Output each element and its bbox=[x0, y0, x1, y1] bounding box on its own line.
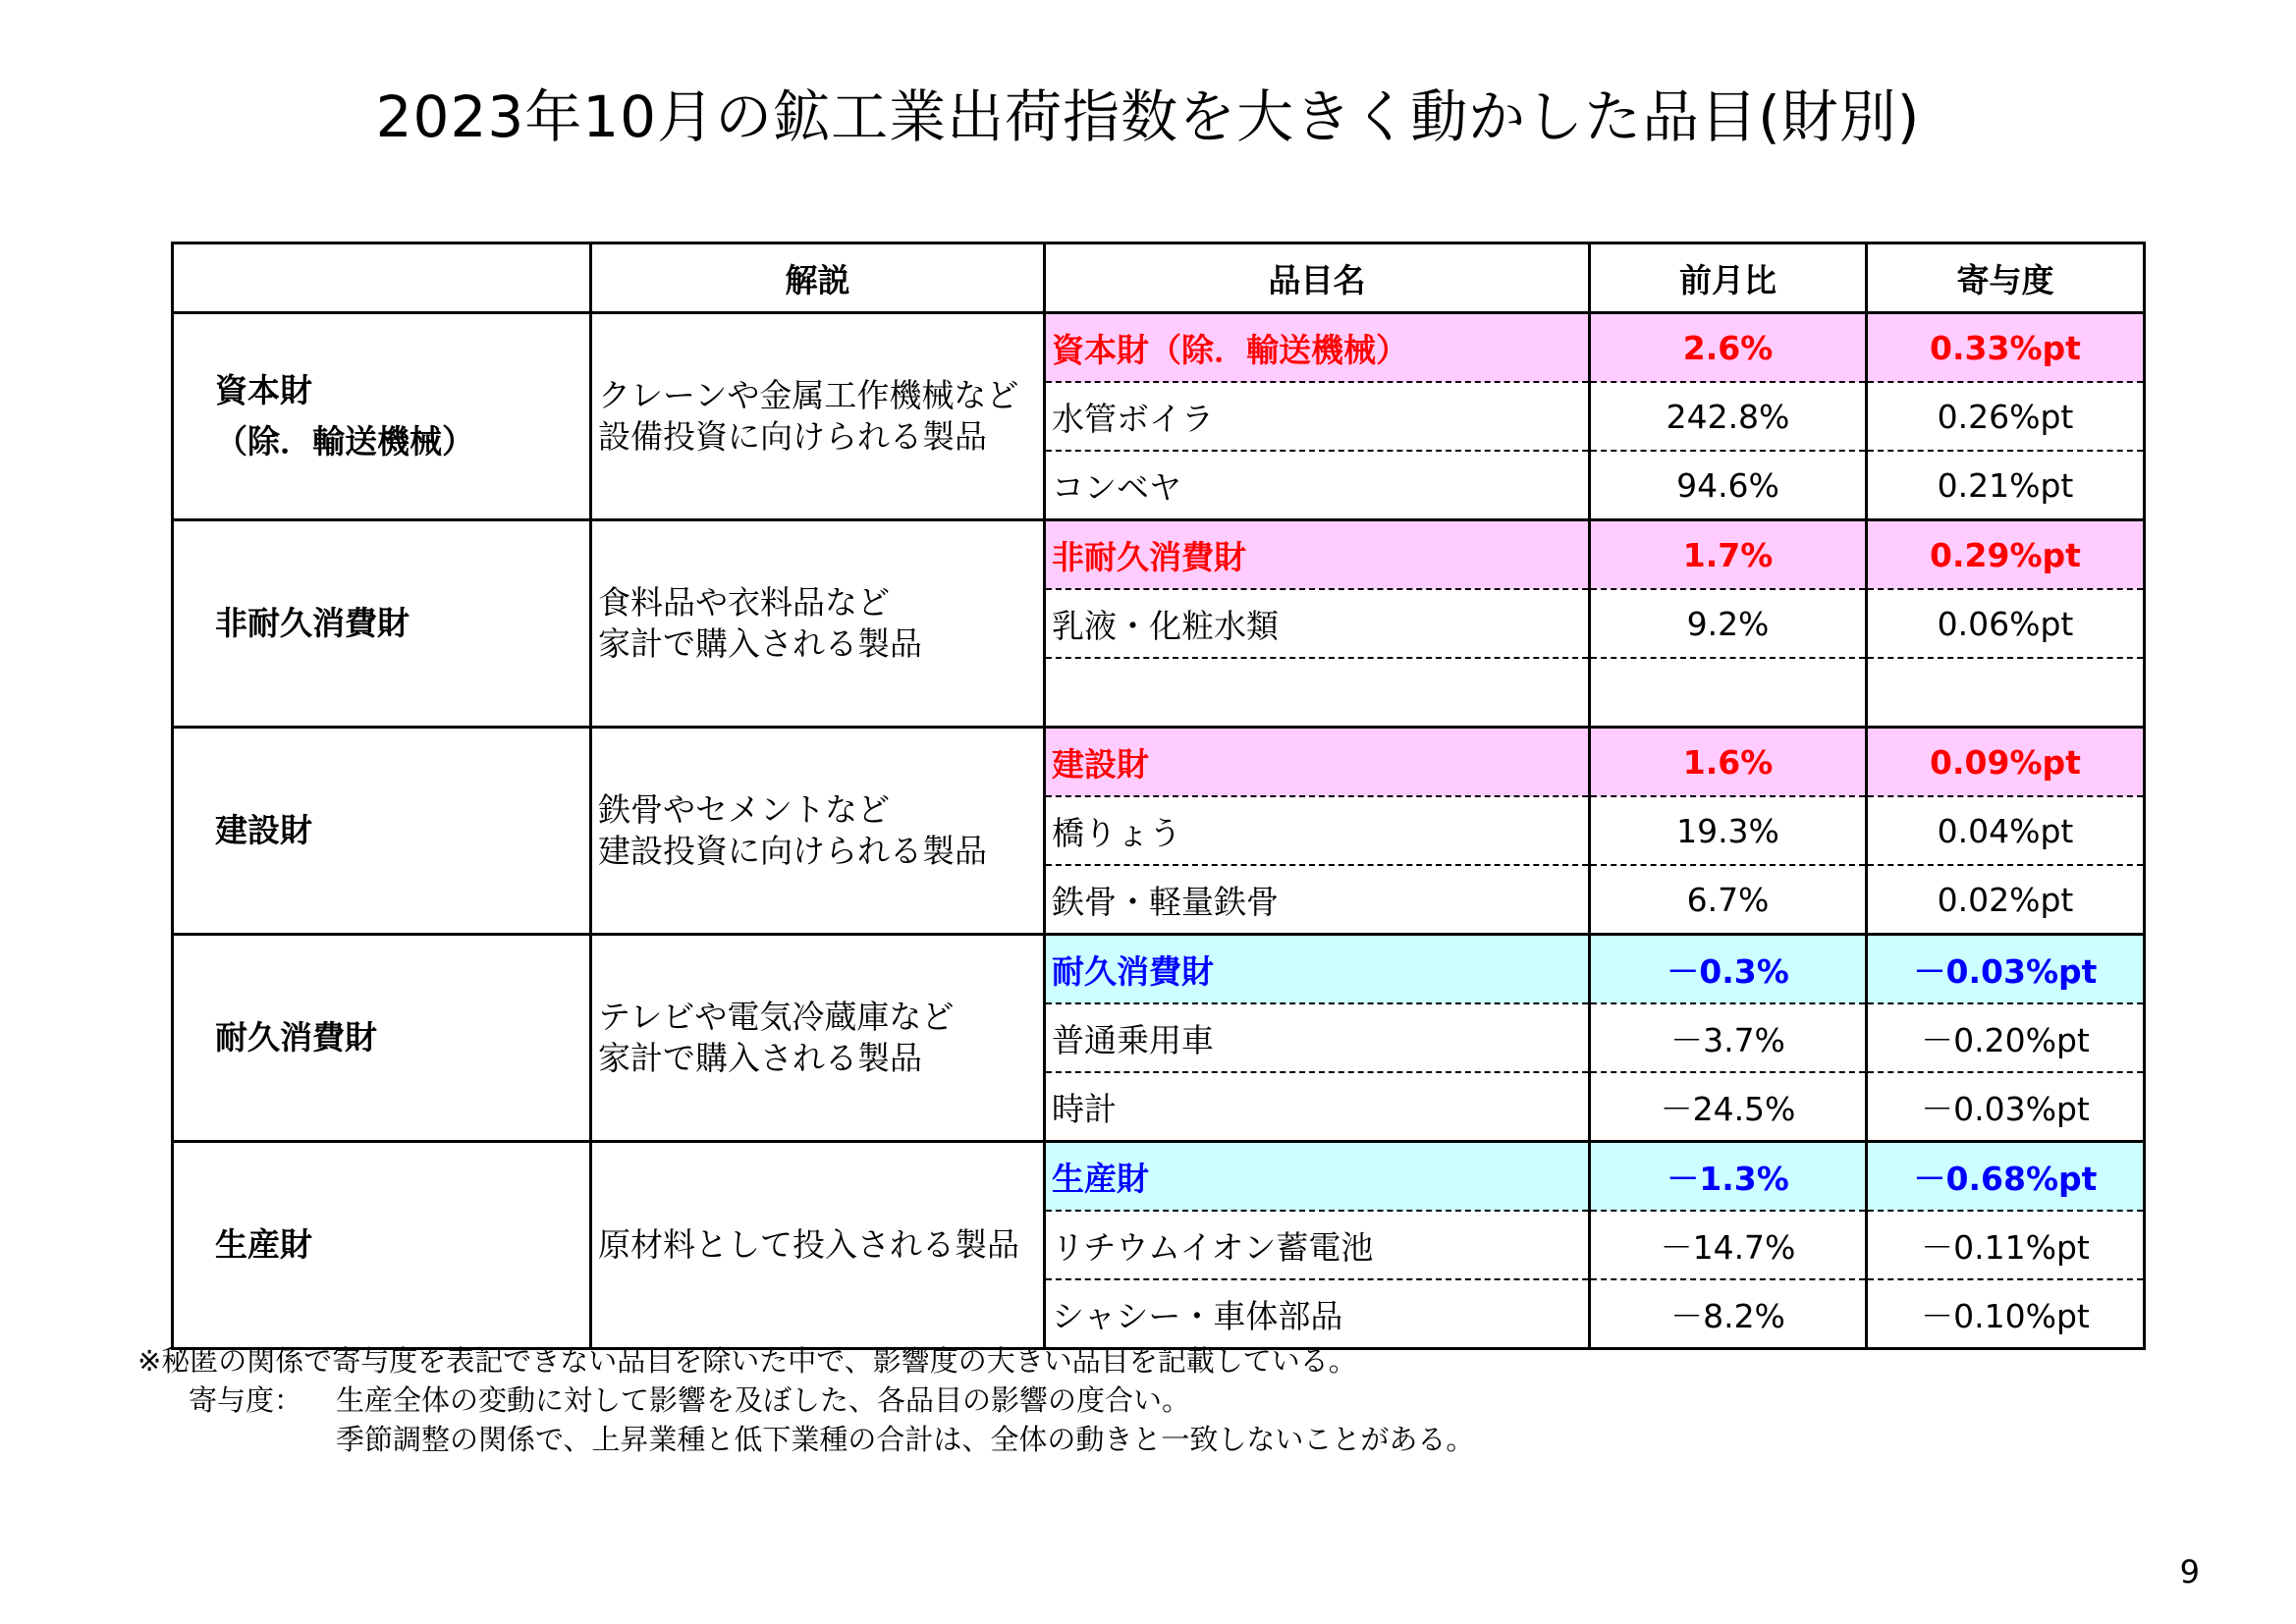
description-line: テレビや電気冷蔵庫など bbox=[598, 998, 955, 1036]
mom-cell: 1.7% bbox=[1590, 520, 1867, 590]
description-line: 原材料として投入される製品 bbox=[598, 1225, 1019, 1264]
contrib-cell: －0.20%pt bbox=[1867, 1003, 2145, 1072]
contrib-cell: －0.11%pt bbox=[1867, 1211, 2145, 1279]
page-title: 2023年10月の鉱工業出荷指数を大きく動かした品目(財別) bbox=[375, 83, 1921, 150]
mom-cell: 1.6% bbox=[1590, 728, 1867, 797]
contrib-cell: 0.21%pt bbox=[1867, 451, 2145, 520]
contrib-cell: 0.06%pt bbox=[1867, 589, 2145, 658]
mom-cell: －3.7% bbox=[1590, 1003, 1867, 1072]
note-line-1: ※秘匿の関係で寄与度を表記できない品目を除いた中で、影響度の大きい品目を記載している。 bbox=[137, 1344, 1357, 1378]
contrib-cell: 0.09%pt bbox=[1867, 728, 2145, 797]
description-line: 家計で購入される製品 bbox=[598, 624, 922, 663]
category-label: （除．輸送機械） bbox=[215, 422, 474, 460]
mom-cell: 242.8% bbox=[1590, 382, 1867, 451]
description-cell bbox=[591, 520, 1045, 728]
contrib-cell: －0.68%pt bbox=[1867, 1142, 2145, 1212]
item-name-cell: 鉄骨・軽量鉄骨 bbox=[1045, 865, 1590, 935]
table-header-row bbox=[173, 244, 2145, 313]
item-name-cell: 生産財 bbox=[1045, 1142, 1590, 1212]
contrib-cell: －0.10%pt bbox=[1867, 1279, 2145, 1349]
contrib-cell: 0.02%pt bbox=[1867, 865, 2145, 935]
category-cell bbox=[173, 728, 591, 935]
item-name-cell: 建設財 bbox=[1045, 728, 1590, 797]
description-cell bbox=[591, 313, 1045, 520]
mom-cell: －8.2% bbox=[1590, 1279, 1867, 1349]
mom-cell: －1.3% bbox=[1590, 1142, 1867, 1212]
mom-cell: －14.7% bbox=[1590, 1211, 1867, 1279]
category-cell bbox=[173, 1142, 591, 1349]
description-line: 設備投資に向けられる製品 bbox=[598, 417, 987, 456]
table-row bbox=[173, 728, 2145, 797]
category-label: 非耐久消費財 bbox=[215, 604, 410, 642]
mom-cell: －0.3% bbox=[1590, 935, 1867, 1004]
category-cell bbox=[173, 520, 591, 728]
description-cell bbox=[591, 728, 1045, 935]
contrib-cell: －0.03%pt bbox=[1867, 935, 2145, 1004]
mom-cell: 19.3% bbox=[1590, 796, 1867, 865]
description-line: 食料品や衣料品など bbox=[598, 583, 890, 622]
item-name-cell: 非耐久消費財 bbox=[1045, 520, 1590, 590]
item-name-cell bbox=[1045, 658, 1590, 728]
item-name-cell: コンベヤ bbox=[1045, 451, 1590, 520]
contribution-table bbox=[171, 242, 2146, 1350]
item-name-cell: 耐久消費財 bbox=[1045, 935, 1590, 1004]
item-name-cell: 乳液・化粧水類 bbox=[1045, 589, 1590, 658]
contrib-cell: 0.33%pt bbox=[1867, 313, 2145, 383]
contrib-cell: 0.04%pt bbox=[1867, 796, 2145, 865]
header-item: 品目名 bbox=[1045, 244, 1590, 313]
item-name-cell: シャシー・車体部品 bbox=[1045, 1279, 1590, 1349]
item-name-cell: 水管ボイラ bbox=[1045, 382, 1590, 451]
note-line-2: 生産全体の変動に対して影響を及ぼした、各品目の影響の度合い。 bbox=[336, 1383, 1191, 1417]
header-desc: 解説 bbox=[591, 244, 1045, 313]
item-name-cell: 時計 bbox=[1045, 1072, 1590, 1142]
contrib-cell bbox=[1867, 658, 2145, 728]
description-line: 建設投資に向けられる製品 bbox=[598, 832, 987, 870]
mom-cell: 9.2% bbox=[1590, 589, 1867, 658]
item-name-cell: リチウムイオン蓄電池 bbox=[1045, 1211, 1590, 1279]
category-label: 生産財 bbox=[215, 1225, 312, 1264]
contrib-cell: 0.29%pt bbox=[1867, 520, 2145, 590]
category-label: 耐久消費財 bbox=[215, 1018, 377, 1056]
header-contrib: 寄与度 bbox=[1867, 244, 2145, 313]
description-cell bbox=[591, 1142, 1045, 1349]
description-line: クレーンや金属工作機械など bbox=[598, 376, 1019, 414]
header-mom: 前月比 bbox=[1590, 244, 1867, 313]
table-body bbox=[173, 313, 2145, 1349]
description-line: 鉄骨やセメントなど bbox=[598, 790, 890, 829]
note-label: 寄与度： bbox=[189, 1383, 303, 1417]
mom-cell: 94.6% bbox=[1590, 451, 1867, 520]
item-name-cell: 橋りょう bbox=[1045, 796, 1590, 865]
category-cell bbox=[173, 313, 591, 520]
table-row bbox=[173, 1142, 2145, 1212]
description-cell bbox=[591, 935, 1045, 1142]
table-row bbox=[173, 935, 2145, 1004]
category-label: 建設財 bbox=[215, 811, 312, 849]
header-blank bbox=[173, 244, 591, 313]
note-line-3: 季節調整の関係で、上昇業種と低下業種の合計は、全体の動きと一致しないことがある。 bbox=[336, 1423, 1475, 1456]
contrib-cell: 0.26%pt bbox=[1867, 382, 2145, 451]
mom-cell: －24.5% bbox=[1590, 1072, 1867, 1142]
mom-cell: 6.7% bbox=[1590, 865, 1867, 935]
category-cell bbox=[173, 935, 591, 1142]
mom-cell: 2.6% bbox=[1590, 313, 1867, 383]
page-number: 9 bbox=[2179, 1553, 2200, 1591]
category-label: 資本財 bbox=[215, 371, 312, 409]
contrib-cell: －0.03%pt bbox=[1867, 1072, 2145, 1142]
description-line: 家計で購入される製品 bbox=[598, 1039, 922, 1077]
item-name-cell: 普通乗用車 bbox=[1045, 1003, 1590, 1072]
table-row bbox=[173, 313, 2145, 383]
table-row bbox=[173, 520, 2145, 590]
item-name-cell: 資本財（除．輸送機械） bbox=[1045, 313, 1590, 383]
footnotes bbox=[137, 1341, 1474, 1459]
mom-cell bbox=[1590, 658, 1867, 728]
